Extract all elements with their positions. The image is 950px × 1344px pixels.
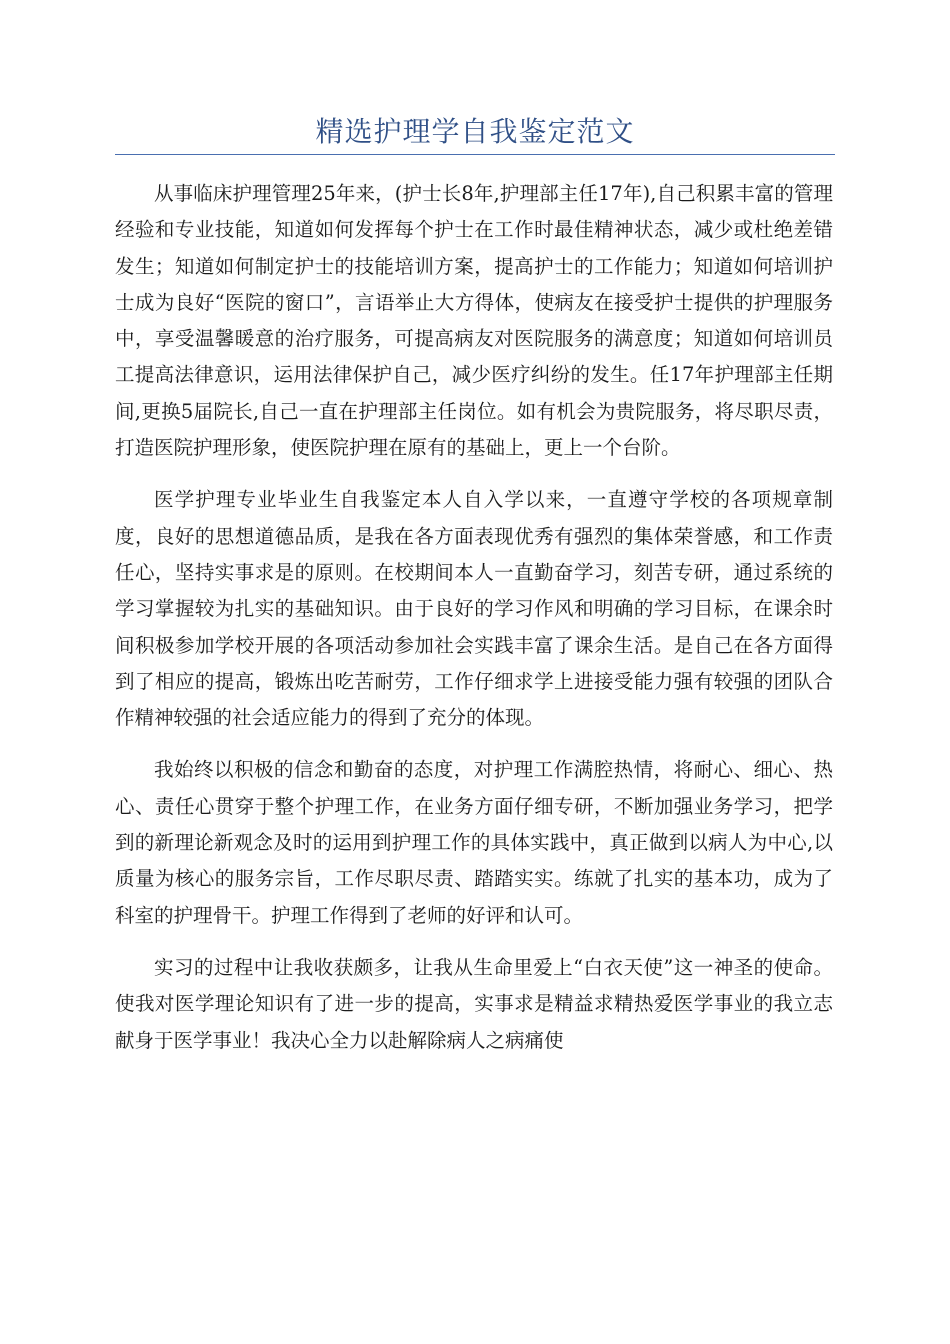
document-body — [115, 176, 833, 1075]
document-title: 精选护理学自我鉴定范文 — [315, 115, 635, 148]
title-underline — [115, 154, 835, 155]
paragraph-4: 实习的过程中让我收获颇多，让我从生命里爱上“白衣天使”这一神圣的使命。使我对医学理论知识有了进一步的提高，实事求是精益求精热爱医学事业的我立志献身于医学事业！我决心全力以赴解除病人之病痛使 — [115, 955, 833, 1052]
paragraph-3: 我始终以积极的信念和勤奋的态度，对护理工作满腔热情，将耐心、细心、热心、责任心贯穿于整个护理工作，在业务方面仔细专研，不断加强业务学习，把学到的新理论新观念及时的运用到护理工作的具体实践中，真正做到以病人为中心,以质量为核心的服务宗旨，工作尽职尽责、踏踏实实。练就了扎实的基本功，成为了科室的护理骨干。护理工作得到了老师的好评和认可。 — [115, 758, 833, 927]
paragraph-1: 从事临床护理管理25年来，(护士长8年,护理部主任17年),自己积累丰富的管理经验和专业技能，知道如何发挥每个护士在工作时最佳精神状态，减少或杜绝差错发生；知道如何制定护士的技能培训方案，提高护士的工作能力；知道如何培训护士成为良好“医院的窗口”，言语举止大方得体，使病友在接受护士提供的护理服务中，享受温馨暖意的治疗服务，可提高病友对医院服务的满意度；知道如何培训员工提高法律意识，运用法律保护自己，减少医疗纠纷的发生。任17年护理部主任期间,更换5届院长,自己一直在护理部主任岗位。如有机会为贵院服务，将尽职尽责，打造医院护理形象，使医院护理在原有的基础上，更上一个台阶。 — [115, 182, 833, 460]
paragraph-2: 医学护理专业毕业生自我鉴定本人自入学以来，一直遵守学校的各项规章制度，良好的思想道德品质，是我在各方面表现优秀有强烈的集体荣誉感，和工作责任心，坚持实事求是的原则。在校期间本人一直勤奋学习，刻苦专研，通过系统的学习掌握较为扎实的基础知识。由于良好的学习作风和明确的学习目标，在课余时间积极参加学校开展的各项活动参加社会实践丰富了课余生活。是自己在各方面得到了相应的提高，锻炼出吃苦耐劳，工作仔细求学上进接受能力强有较强的团队合作精神较强的社会适应能力的得到了充分的体现。 — [115, 488, 833, 730]
